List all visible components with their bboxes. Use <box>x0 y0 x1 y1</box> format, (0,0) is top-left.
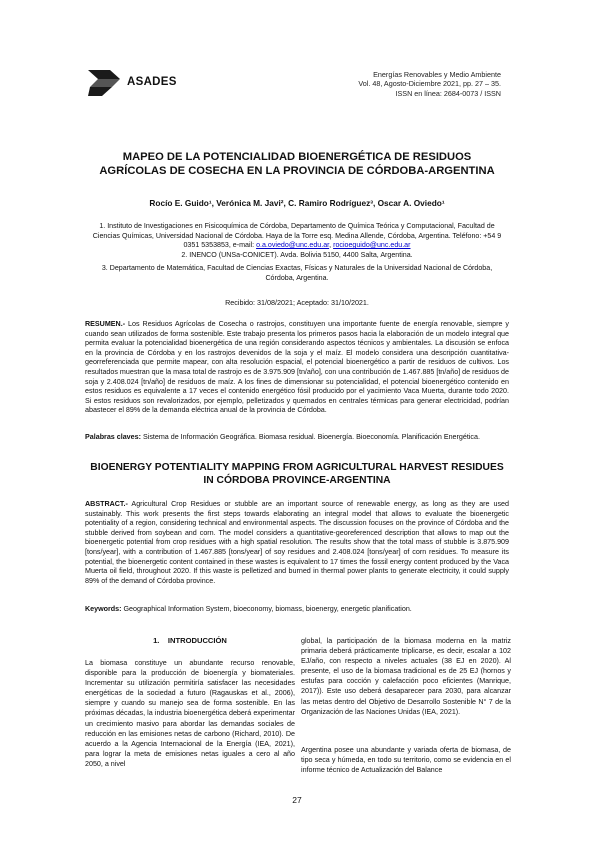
palabras-claves <box>85 433 509 441</box>
keywords <box>85 605 509 613</box>
journal-volume: Vol. 48, Agosto-Diciembre 2021, pp. 27 – 35. <box>358 79 501 89</box>
intro-left-paragraph: La biomasa constituye un abundante recurso renovable, disponible para la producción de bioenergía y biomateriales. Incrementar su utilización permitiría satisfacer las necesidades energéticas de la sociedad a futuro (Ragauskas et al., 2006), siempre y cuando su manejo sea de forma sostenible. En las próximas décadas, la industria bioenergética deberá experimentar un crecimiento masivo para abordar las demandas sociales de reducción en las emisiones netas de carbono (Richard, 2010). De acuerdo a la Agencia Internacional de la Energía (IEA, 2021), para lograr la meta de emisiones netas iguales a cero al año 2050, a nivel <box>85 659 295 768</box>
paper-title-es: MAPEO DE LA POTENCIALIDAD BIOENERGÉTICA DE RESIDUOS AGRÍCOLAS DE COSECHA EN LA PROVINCIA DE CÓRDOBA-ARGENTINA <box>99 151 495 177</box>
palabras-text: Sistema de Información Geográfica. Biomasa residual. Bioenergía. Bioeconomía. Planificación Energética. <box>140 433 480 441</box>
keywords-label: Keywords: <box>85 605 122 613</box>
resumen-text: Los Residuos Agrícolas de Cosecha o rastrojos, constituyen una importante fuente de energía renovable, siempre y cuando sean utilizados de forma sostenible. Este trabajo presenta los primeros pasos hacia la elaboración de un modelo integral que permita evaluar la potencialidad bioenergética de una región considerando aspectos técnicos y ambientales. La discusión se enfoca en la provincia de Córdoba y en los rastrojos devenidos de la soja y el maíz. El modelo considera una descripción cuantitativa-georreferenciada que permite mapear, con alta resolución espacial, el potencial bioenergético a partir de residuos de cultivos. Los resultados muestran que la masa total de rastrojo es de 3.975.909 [tn/año], con una contribución de 1.467.885 [tn/año] de residuos de soja y 2.408.024 [tn/año] de residuos de maíz. A los fines de dimensionar su potencialidad, el potencial bioenergético contenido en estos residuos es equivalente a 17 veces el contenido energético fósil producido por el yacimiento Vaca Muerta, durante todo 2020. Si estos residuos son revalorizados, por ejemplo, pelletizados y quemados en centrales térmicas para generar electricidad, podrían abastecer el 89% de la demanda eléctrica anual de la provincia de Córdoba. <box>85 320 509 415</box>
affiliation-1-text: 1. Instituto de Investigaciones en Fisicoquímica de Córdoba, Departamento de Química Teórica y Computacional, Facultad de Ciencias Químicas, Universidad Nacional de Córdoba. Haya de la Torre esq. Medina Allende, Córdoba, Argentina. Teléfono: +54 9 0351 5353853, e-mail: <box>92 222 502 250</box>
email-link-2[interactable]: rocioeguido@unc.edu.ar <box>333 241 411 250</box>
journal-info <box>281 70 501 98</box>
affiliation-1 <box>88 222 506 251</box>
journal-issn: ISSN en línea: 2684-0073 / ISSN <box>395 88 501 98</box>
palabras-label: Palabras claves: <box>85 433 141 441</box>
page-number: 27 <box>292 795 302 805</box>
intro-right-paragraph-1: global, la participación de la biomasa moderna en la matriz primaria deberá prácticamente triplicarse, es decir, escalar a 102 EJ/año, con respecto a niveles actuales (38 EJ en 2020). Al presente, el uso de la biomasa tradicional es de 25 EJ (hornos y estufas para cocción y calefacción poco eficientes (Manrique, 2017)). Este uso deberá desaparecer para 2030, para alcanzar las metas dentro del Objetivo de Desarrollo Sostenible N° 7 de la Organización de las Naciones Unidas (IEA, 2021). <box>301 637 511 716</box>
resumen-paragraph <box>85 320 509 416</box>
keywords-text: Geographical Information System, bioeconomy, biomass, bioenergy, energetic planification. <box>121 605 412 613</box>
abstract-paragraph <box>85 500 509 586</box>
logo-text: ASADES <box>127 76 177 88</box>
abstract-text: Agricultural Crop Residues or stubble are an important source of renewable energy, as long as they are used sustainably. This work presents the first steps towards elaborating an integral model that allows to evaluate the bioenergetic potentiality of a region, considering technical and environmental aspects. The discussion focuses on the province of Córdoba and the stubble derived from soybean and corn. The model considers a quantitative-georeferenced description that allows to map out the bioenergetic potential from crop residues with a high spatial resolution. The results show that the total mass of stubble is 3.875.909 [tons/year], with a contribution of 1.467.885 [tons/year] of soy residues and 2.408.024 [tons/year] of corn residues. To measure its potential, the bioenergetic content contained in these wastes is equivalent to 17 times the fossil energy content produced by the Vaca Muerta oil field, throughout 2020. If this waste is pelletized and burned in thermal power plants to generate electricity, it could supply 89% of the demand of Córdoba province. <box>85 500 509 585</box>
journal-name: Energías Renovables y Medio Ambiente <box>373 70 501 79</box>
paper-title-en: BIOENERGY POTENTIALITY MAPPING FROM AGRICULTURAL HARVEST RESIDUES IN CÓRDOBA PROVINCE-ARGENTINA <box>90 462 504 486</box>
abstract-label: ABSTRACT.- <box>85 500 128 508</box>
intro-right-paragraph-2: Argentina posee una abundante y variada oferta de biomasa, de tipo seca y húmeda, en todo su territorio, como se evidencia en el informe técnico de Actualización del Balance <box>301 746 511 775</box>
resumen-label: RESUMEN.- <box>85 320 126 328</box>
received-dates: Recibido: 31/08/2021; Aceptado: 31/10/2021. <box>225 298 369 307</box>
affiliation-2: 2. INENCO (UNSa-CONICET). Avda. Bolivia 5150, 4400 Salta, Argentina. <box>181 251 413 259</box>
asades-logo-icon <box>88 70 124 96</box>
section-title-introduccion: 1. INTRODUCCIÓN <box>153 636 227 645</box>
authors: Rocío E. Guido¹, Verónica M. Javi², C. Ramiro Rodríguez³, Oscar A. Oviedo¹ <box>149 198 445 208</box>
email-separator: , <box>329 241 334 250</box>
affiliation-3: 3. Departamento de Matemática, Facultad de Ciencias Exactas, Físicas y Naturales de la Universidad Nacional de Córdoba, Córdoba, Argentina. <box>101 264 493 282</box>
email-link-1[interactable]: o.a.oviedo@unc.edu.ar <box>256 241 330 250</box>
